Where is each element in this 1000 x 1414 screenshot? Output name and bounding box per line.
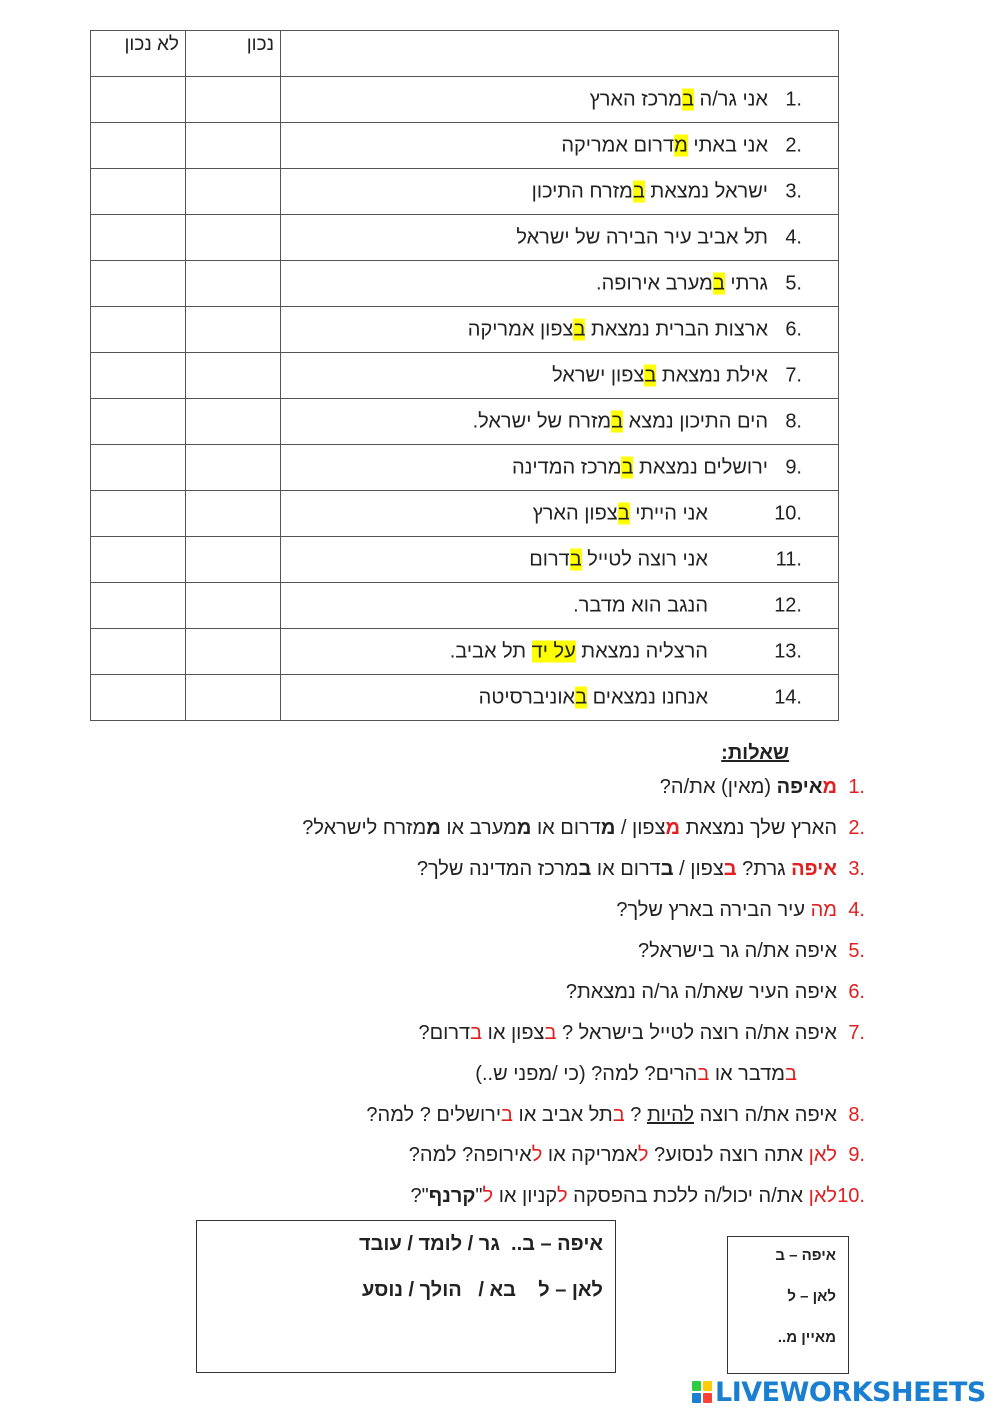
table-row: [91, 629, 839, 675]
answer-true-cell[interactable]: [186, 261, 281, 307]
question-text-part: מ: [665, 817, 681, 839]
question-text-part: "?: [410, 1185, 429, 1207]
answer-true-cell[interactable]: [186, 491, 281, 537]
question-text-part: (מאין) את/ה?: [659, 776, 777, 798]
question-text-part: איפה העיר שאת/ה גר/ה נמצאת?: [565, 981, 837, 1003]
statement-number: 4.: [785, 226, 802, 248]
statement-cell: [281, 537, 839, 583]
statement-highlight: ב: [621, 456, 634, 478]
statement-number: 3.: [785, 180, 802, 202]
statement-text-pre: הנגב הוא מדבר.: [573, 594, 708, 616]
answer-true-cell[interactable]: [186, 445, 281, 491]
statement-text: [516, 226, 768, 249]
statement-text-pre: ירושלים נמצאת: [633, 456, 768, 478]
table-row: [91, 491, 839, 537]
question-text-part: איפה: [776, 776, 823, 798]
statement-cell: [281, 629, 839, 675]
statement-text-pre: הים התיכון נמצא: [623, 410, 768, 432]
statement-highlight: ב: [573, 318, 586, 340]
answer-true-checkbox[interactable]: [186, 307, 280, 352]
statement-cell: [281, 445, 839, 491]
question-continuation: [475, 1063, 797, 1086]
question-number: 2.: [848, 817, 865, 839]
answer-true-checkbox[interactable]: [186, 675, 280, 720]
answer-not-true-cell[interactable]: [91, 399, 186, 445]
question-text-part: דרום או: [531, 817, 601, 839]
questions-title: שאלות:: [721, 742, 789, 764]
question-text-part: צפון /: [673, 858, 724, 880]
question-text-part: צפון או: [482, 1022, 545, 1044]
table-row: [91, 215, 839, 261]
table-row: [91, 399, 839, 445]
question-text-part: להיות: [646, 1104, 695, 1126]
statement-cell: [281, 583, 839, 629]
answer-true-cell[interactable]: [186, 77, 281, 123]
question-text-part: ב: [470, 1022, 483, 1044]
statement-number: 6.: [785, 318, 802, 340]
statement-number: 11.: [775, 548, 802, 570]
question-text-part: ?: [624, 1104, 647, 1126]
question-number: 7.: [848, 1022, 865, 1044]
answer-true-checkbox[interactable]: [186, 445, 280, 490]
question-text-part: מה: [810, 899, 837, 921]
statement-text-post: דרום: [529, 548, 570, 570]
question-text-part: דרום?: [418, 1022, 471, 1044]
statement-highlight: ב: [611, 410, 624, 432]
answer-not-true-cell[interactable]: [91, 215, 186, 261]
answer-not-true-checkbox[interactable]: [91, 583, 185, 628]
question-text-part: ל: [531, 1144, 543, 1166]
statement-text: [590, 88, 768, 111]
statement-text-post: צפון ישראל: [552, 364, 645, 386]
question-item: [616, 899, 865, 922]
statement-highlight: ב: [632, 180, 645, 202]
answer-true-cell[interactable]: [186, 307, 281, 353]
question-text-part: ב: [697, 1063, 710, 1085]
question-text-part: קניון או: [493, 1185, 558, 1207]
statement-text: [468, 318, 768, 341]
question-item: [418, 1022, 865, 1045]
statement-number: 5.: [785, 272, 802, 294]
statement-text: [450, 640, 708, 663]
question-text-part: ל: [482, 1185, 494, 1207]
statement-text: [479, 686, 708, 709]
table-row: [91, 353, 839, 399]
answer-true-checkbox[interactable]: [186, 261, 280, 306]
answer-true-cell[interactable]: [186, 215, 281, 261]
statement-text-pre: אני באתי: [687, 134, 768, 156]
answer-not-true-checkbox[interactable]: [91, 537, 185, 582]
question-text-part: תל אביב או: [513, 1104, 613, 1126]
statement-text-pre: ישראל נמצאת: [644, 180, 768, 202]
statement-highlight: על יד: [531, 640, 576, 662]
statement-highlight: ב: [682, 88, 694, 110]
answer-true-cell[interactable]: [186, 123, 281, 169]
statement-text-pre: אילת נמצאת: [656, 364, 768, 386]
answer-true-cell[interactable]: [186, 583, 281, 629]
statement-number: 2.: [785, 134, 802, 156]
hint-line-2: לאן – ל: [787, 1288, 836, 1305]
question-item: [416, 858, 865, 881]
statement-highlight: ב: [712, 272, 725, 294]
statement-text-post: מזרח של ישראל.: [472, 410, 612, 432]
statement-text-pre: אני הייתי: [629, 502, 708, 524]
statement-text: [596, 272, 768, 295]
header-statement: [281, 31, 839, 77]
hint-line-3: מאיין מ..: [777, 1329, 836, 1346]
statement-highlight: מ: [674, 134, 688, 156]
statements-table: [90, 30, 839, 721]
statement-cell: [281, 491, 839, 537]
table-row: [91, 307, 839, 353]
question-number: 10.: [837, 1185, 865, 1207]
answer-not-true-cell[interactable]: [91, 445, 186, 491]
answer-not-true-checkbox[interactable]: [91, 353, 185, 398]
question-text-part: מערב או: [440, 817, 517, 839]
table-row: [91, 445, 839, 491]
statement-highlight: ב: [617, 502, 630, 524]
statement-text: [532, 180, 768, 203]
statement-text-post: מזרח התיכון: [531, 180, 633, 202]
question-text-part: ירושלים ? למה?: [366, 1104, 502, 1126]
liveworksheets-logo[interactable]: [692, 1377, 986, 1407]
question-text-part: גרת?: [736, 858, 792, 880]
answer-true-checkbox[interactable]: [186, 77, 280, 122]
question-text-part: עיר הבירה בארץ שלך?: [616, 899, 811, 921]
question-text-part: מרכז המדינה שלך?: [416, 858, 579, 880]
statement-text: [512, 456, 768, 479]
question-text-part: מ: [516, 817, 532, 839]
statement-text: [473, 410, 768, 433]
question-text-part: אתה רוצה לנסוע?: [648, 1144, 809, 1166]
answer-not-true-cell[interactable]: [91, 307, 186, 353]
question-text-part: ב: [578, 858, 592, 880]
answer-not-true-checkbox[interactable]: [91, 675, 185, 720]
statement-number: 13.: [774, 640, 802, 662]
question-item: [638, 940, 865, 963]
answer-not-true-checkbox[interactable]: [91, 629, 185, 674]
answer-true-checkbox[interactable]: [186, 169, 280, 214]
logo-text: LIVEWORKSHEETS: [715, 1376, 986, 1408]
question-text-part: ב: [785, 1063, 797, 1085]
question-item: [366, 1104, 865, 1127]
answer-true-cell[interactable]: [186, 629, 281, 675]
answer-true-checkbox[interactable]: [186, 583, 280, 628]
answer-true-checkbox[interactable]: [186, 537, 280, 582]
answer-true-cell[interactable]: [186, 353, 281, 399]
statement-number: 8.: [785, 410, 802, 432]
statement-number: 7.: [785, 364, 802, 386]
question-text-part: ב: [544, 1022, 557, 1044]
vocab-line-2: לאן – ל בא / הולך / נוסע: [361, 1279, 603, 1301]
statement-highlight: ב: [569, 548, 582, 570]
question-text-part: איפה את/ה רוצה: [694, 1104, 837, 1126]
question-text-part: מ: [426, 817, 441, 839]
answer-true-checkbox[interactable]: [186, 353, 280, 398]
answer-not-true-cell[interactable]: [91, 169, 186, 215]
question-number: 1.: [848, 776, 865, 798]
question-item: [565, 981, 865, 1004]
statement-text-post: אוניברסיטה: [478, 686, 576, 708]
table-row: [91, 675, 839, 721]
logo-mark-icon: [692, 1381, 712, 1403]
header-true: נכון: [186, 31, 281, 77]
statement-highlight: ב: [575, 686, 588, 708]
statement-text-post: תל אביב.: [449, 640, 532, 662]
answer-true-cell[interactable]: [186, 169, 281, 215]
statement-number: 12.: [774, 594, 802, 616]
question-text-part: ב: [501, 1104, 513, 1126]
answer-not-true-checkbox[interactable]: [91, 123, 185, 168]
table-row: [91, 583, 839, 629]
statement-text: [533, 502, 708, 525]
question-text-part: איפה את/ה רוצה לטייל בישראל ?: [556, 1022, 837, 1044]
statement-number: 14.: [774, 686, 802, 708]
question-text-part: מ: [600, 817, 616, 839]
answer-not-true-cell[interactable]: [91, 629, 186, 675]
answer-not-true-cell[interactable]: [91, 583, 186, 629]
question-number: 3.: [848, 858, 865, 880]
answer-not-true-checkbox[interactable]: [91, 491, 185, 536]
statement-cell: [281, 77, 839, 123]
statement-text-pre: תל אביב עיר הבירה של ישראל: [516, 226, 768, 248]
statement-cell: [281, 215, 839, 261]
statement-text-pre: ארצות הברית נמצאת: [585, 318, 768, 340]
hint-box: [727, 1236, 849, 1374]
statement-cell: [281, 261, 839, 307]
question-text-part: ב: [723, 858, 737, 880]
answer-not-true-checkbox[interactable]: [91, 261, 185, 306]
question-number: 9.: [848, 1144, 865, 1166]
question-text-part: דרום או: [591, 858, 661, 880]
statement-text: [529, 548, 708, 571]
statement-text-pre: אני רוצה לטייל: [581, 548, 708, 570]
question-number: 4.: [848, 899, 865, 921]
question-text-part: ": [475, 1185, 483, 1207]
table-row: [91, 261, 839, 307]
question-text-part: אמריקה או: [542, 1144, 638, 1166]
question-number: 8.: [848, 1104, 865, 1126]
answer-true-cell[interactable]: [186, 537, 281, 583]
question-text-part: איפה: [791, 858, 837, 880]
answer-true-checkbox[interactable]: [186, 399, 280, 444]
answer-not-true-cell[interactable]: [91, 537, 186, 583]
question-text-part: לאן: [808, 1185, 837, 1207]
question-text-part: הרים? למה? (כי /מפני ש..): [475, 1063, 698, 1085]
vocab-line-1: איפה – ב.. גר / לומד / עובד: [358, 1233, 603, 1255]
table-row: [91, 537, 839, 583]
table-row: [91, 77, 839, 123]
answer-not-true-cell[interactable]: [91, 261, 186, 307]
statement-text-pre: אני גר/ה: [693, 88, 768, 110]
question-item: [408, 1144, 865, 1167]
answer-not-true-cell[interactable]: [91, 675, 186, 721]
question-text-part: את/ה יכול/ה ללכת בהפסקה: [567, 1185, 809, 1207]
statement-text-pre: גרתי: [724, 272, 768, 294]
question-text-part: ל: [637, 1144, 649, 1166]
question-number: 6.: [848, 981, 865, 1003]
statement-number: 9.: [785, 456, 802, 478]
answer-not-true-checkbox[interactable]: [91, 399, 185, 444]
statement-highlight: ב: [644, 364, 657, 386]
answer-not-true-cell[interactable]: [91, 123, 186, 169]
statement-text-post: מערב אירופה.: [596, 272, 713, 294]
question-text-part: מ: [822, 776, 837, 798]
question-text-part: ב: [612, 1104, 625, 1126]
table-header-row: [91, 31, 839, 77]
answer-true-cell[interactable]: [186, 675, 281, 721]
answer-not-true-checkbox[interactable]: [91, 445, 185, 490]
answer-not-true-checkbox[interactable]: [91, 215, 185, 260]
answer-not-true-cell[interactable]: [91, 353, 186, 399]
statement-text-pre: אנחנו נמצאים: [587, 686, 708, 708]
question-text-part: קרנף: [428, 1185, 476, 1207]
statement-text-post: מרכז הארץ: [589, 88, 682, 110]
question-text-part: ל: [557, 1185, 568, 1207]
statement-text-post: מרכז המדינה: [511, 456, 622, 478]
question-number: 5.: [848, 940, 865, 962]
header-not-true: לא נכון: [91, 31, 186, 77]
hint-line-1: איפה – ב: [775, 1247, 836, 1264]
statement-text-post: צפון הארץ: [532, 502, 618, 524]
statement-text-post: דרום אמריקה: [561, 134, 675, 156]
vocabulary-box: [196, 1220, 616, 1373]
statement-cell: [281, 307, 839, 353]
question-text-part: ב: [660, 858, 674, 880]
statement-text: [561, 134, 768, 157]
question-item: [659, 776, 865, 799]
statement-text: [573, 594, 708, 617]
question-text-part: מדבר או: [709, 1063, 786, 1085]
question-text-part: אירופה? למה?: [408, 1144, 532, 1166]
statement-cell: [281, 353, 839, 399]
question-item: [302, 817, 865, 840]
statement-number: 10.: [774, 502, 802, 524]
statement-text: [552, 364, 768, 387]
question-item: [410, 1185, 865, 1208]
answer-not-true-cell[interactable]: [91, 491, 186, 537]
question-text-part: הארץ שלך נמצאת: [680, 817, 837, 839]
answer-true-checkbox[interactable]: [186, 215, 280, 260]
table-row: [91, 123, 839, 169]
answer-not-true-checkbox[interactable]: [91, 307, 185, 352]
statement-cell: [281, 169, 839, 215]
question-text-part: לאן: [808, 1144, 837, 1166]
question-text-part: מזרח לישראל?: [302, 817, 427, 839]
answer-not-true-checkbox[interactable]: [91, 77, 185, 122]
statement-cell: [281, 123, 839, 169]
statement-number: 1.: [785, 88, 802, 110]
statement-text-pre: הרצליה נמצאת: [575, 640, 708, 662]
table-row: [91, 169, 839, 215]
statement-cell: [281, 399, 839, 445]
question-text-part: צפון /: [615, 817, 666, 839]
answer-true-checkbox[interactable]: [186, 629, 280, 674]
answer-not-true-checkbox[interactable]: [91, 169, 185, 214]
answer-true-checkbox[interactable]: [186, 123, 280, 168]
statement-text-post: צפון אמריקה: [467, 318, 574, 340]
answer-true-cell[interactable]: [186, 399, 281, 445]
statement-cell: [281, 675, 839, 721]
question-text-part: איפה את/ה גר בישראל?: [638, 940, 837, 962]
answer-true-checkbox[interactable]: [186, 491, 280, 536]
answer-not-true-cell[interactable]: [91, 77, 186, 123]
